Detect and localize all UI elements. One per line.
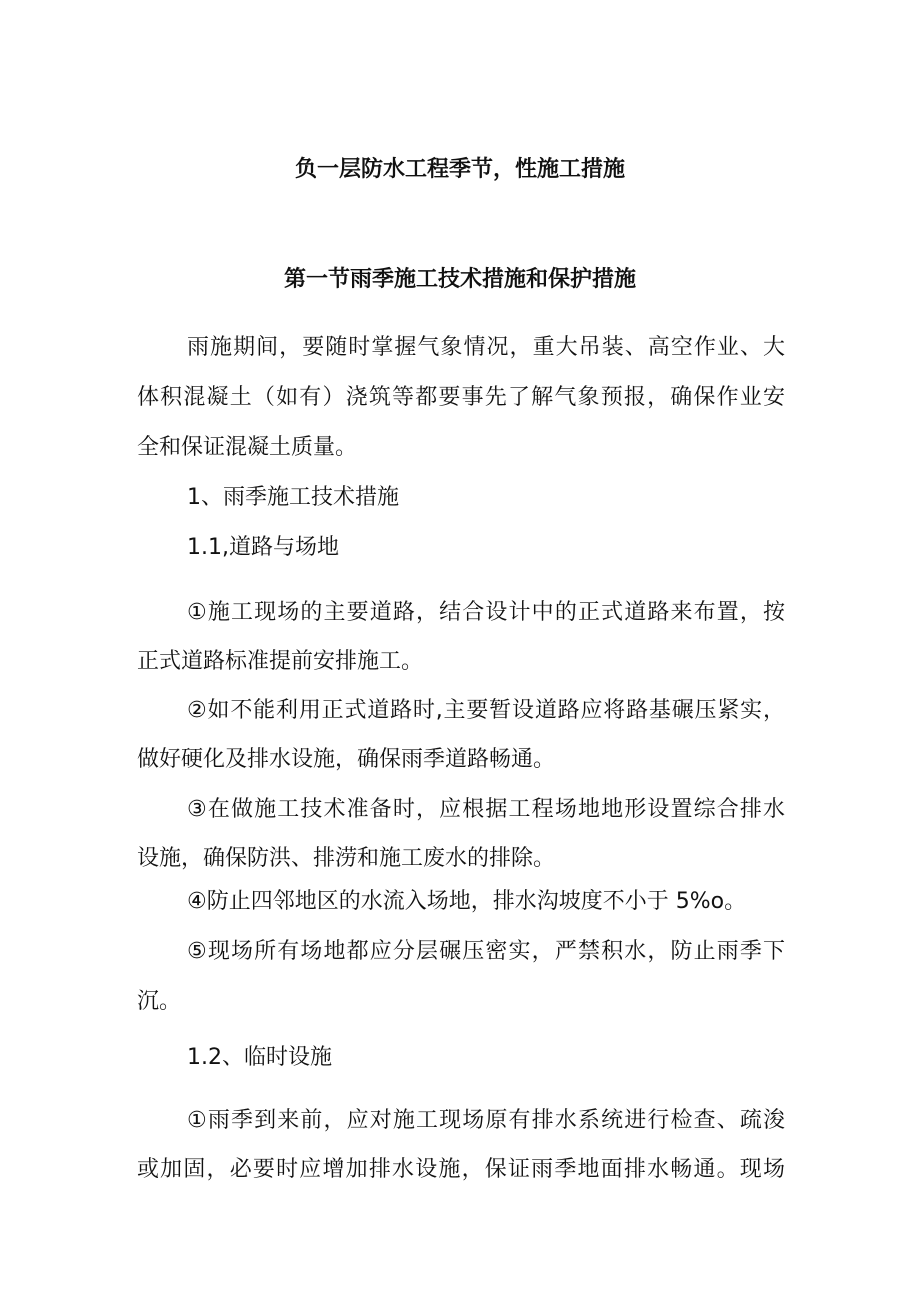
paragraph-line: ①雨季到来前，应对施工现场原有排水系统进行检查、疏浚	[187, 1108, 785, 1133]
section-title: 第一节雨季施工技术措施和保护措施	[283, 267, 636, 292]
paragraph-line: ①施工现场的主要道路，结合设计中的正式道路来布置，按	[187, 600, 785, 625]
paragraph-line: 正式道路标准提前安排施工。	[137, 649, 424, 674]
paragraph-line: ②如不能利用正式道路时,主要暂设道路应将路基碾压紧实，	[187, 698, 785, 723]
paragraph-line: 体积混凝土（如有）浇筑等都要事先了解气象预报，确保作业安	[137, 385, 785, 410]
paragraph-line: ③在做施工技术准备时，应根据工程场地地形设置综合排水	[187, 797, 785, 822]
paragraph-line: 设施，确保防洪、排涝和施工废水的排除。	[137, 846, 556, 871]
paragraph-line: 或加固，必要时应增加排水设施，保证雨季地面排水畅通。现场	[137, 1157, 785, 1182]
paragraph-line: 雨施期间，要随时掌握气象情况，重大吊装、高空作业、大	[187, 335, 785, 360]
subsection-heading: 1.1,道路与场地	[187, 535, 339, 560]
paragraph-line: 做好硬化及排水设施，确保雨季道路畅通。	[137, 747, 556, 772]
subsection-heading: 1、雨季施工技术措施	[187, 485, 399, 510]
paragraph-line: ⑤现场所有场地都应分层碾压密实，严禁积水，防止雨季下	[187, 939, 785, 964]
paragraph-line: 全和保证混凝土质量。	[137, 435, 358, 460]
paragraph-line: 沉。	[137, 989, 182, 1014]
subsection-heading: 1.2、临时设施	[187, 1045, 332, 1070]
document-title: 负一层防水工程季节，性施工措施	[294, 157, 625, 182]
paragraph-line: ④防止四邻地区的水流入场地，排水沟坡度不小于 5%o。	[187, 889, 747, 914]
